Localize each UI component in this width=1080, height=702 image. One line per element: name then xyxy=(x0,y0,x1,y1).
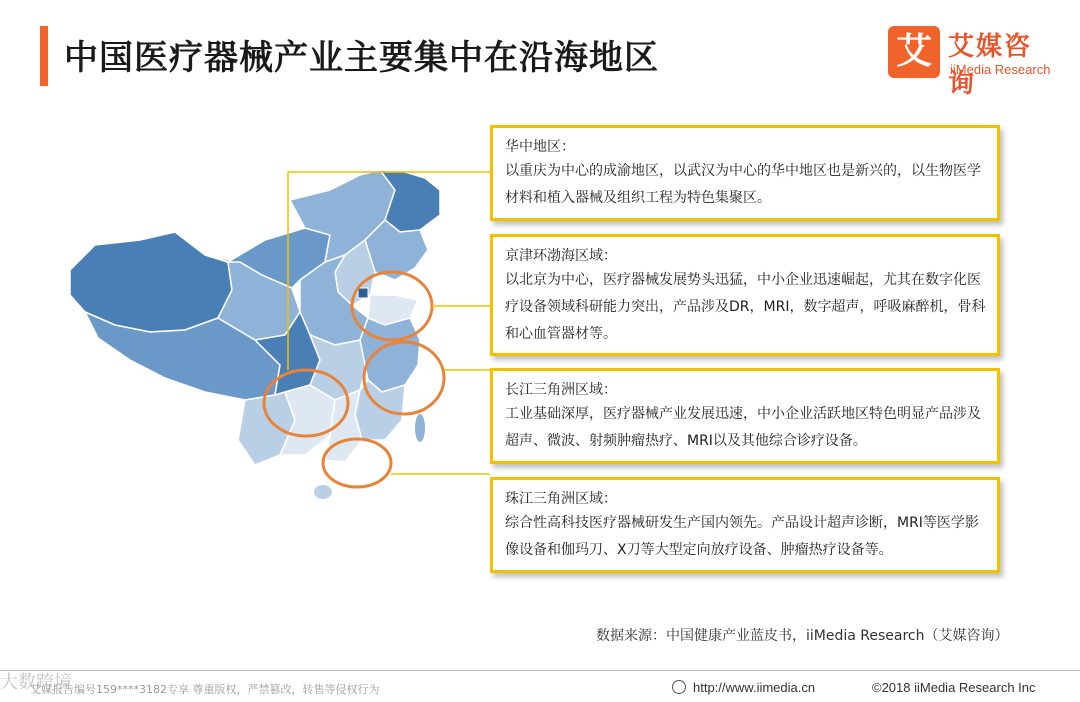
logo-name-cn: 艾媒咨询 xyxy=(948,32,1033,99)
title-accent-bar xyxy=(40,26,48,86)
globe-icon xyxy=(672,680,686,694)
logo-glyph: 艾 xyxy=(888,26,940,78)
region-box-yangtze xyxy=(490,368,1000,464)
region-hainan xyxy=(314,485,332,499)
region-title: 珠江三角洲区域： xyxy=(505,491,617,507)
region-title: 京津环渤海区域： xyxy=(505,248,617,264)
page-title: 中国医疗器械产业主要集中在沿海地区 xyxy=(64,38,659,78)
region-description: 工业基础深厚，医疗器械产业发展迅速，中小企业活跃地区特色明显产品涉及超声、微波、射频肿瘤热疗、MRI以及其他综合诊疗设备。 xyxy=(505,406,981,449)
footer-notice: 艾媒报告编号159****3182专享 尊重版权，严禁篡改，转售等侵权行为 xyxy=(30,683,380,696)
region-description: 以北京为中心，医疗器械发展势头迅猛，中小企业迅速崛起，尤其在数字化医疗设备领域科研能力突出，产品涉及DR，MRI，数字超声，呼吸麻醉机，骨科和心血管器材等。 xyxy=(505,272,986,342)
region-box-bohai xyxy=(490,234,1000,356)
region-taiwan xyxy=(415,414,425,442)
iimedia-logo xyxy=(888,24,1058,99)
logo-name-en: iiMedia Research xyxy=(950,62,1051,77)
footer-url-link[interactable]: http://www.iimedia.cn xyxy=(693,680,816,695)
watermark: 大数跨境 xyxy=(0,672,72,693)
region-title: 华中地区： xyxy=(505,139,575,155)
region-beijing xyxy=(358,288,368,298)
region-description: 综合性高科技医疗器械研发生产国内领先。产品设计超声诊断，MRI等医学影像设备和伽玛刀、X刀等大型定向放疗设备、肿瘤热疗设备等。 xyxy=(505,515,979,558)
footer-copyright: ©2018 iiMedia Research Inc xyxy=(872,680,1036,695)
region-title: 长江三角洲区域： xyxy=(505,382,617,398)
data-source: 数据来源：中国健康产业蓝皮书，iiMedia Research（艾媒咨询） xyxy=(596,628,1009,644)
region-box-pearl xyxy=(490,477,1000,573)
region-description: 以重庆为中心的成渝地区，以武汉为中心的华中地区也是新兴的，以生物医学材料和植入器械及组织工程为特色集聚区。 xyxy=(505,163,981,206)
footer-divider xyxy=(0,670,1080,671)
region-box-central xyxy=(490,125,1000,221)
